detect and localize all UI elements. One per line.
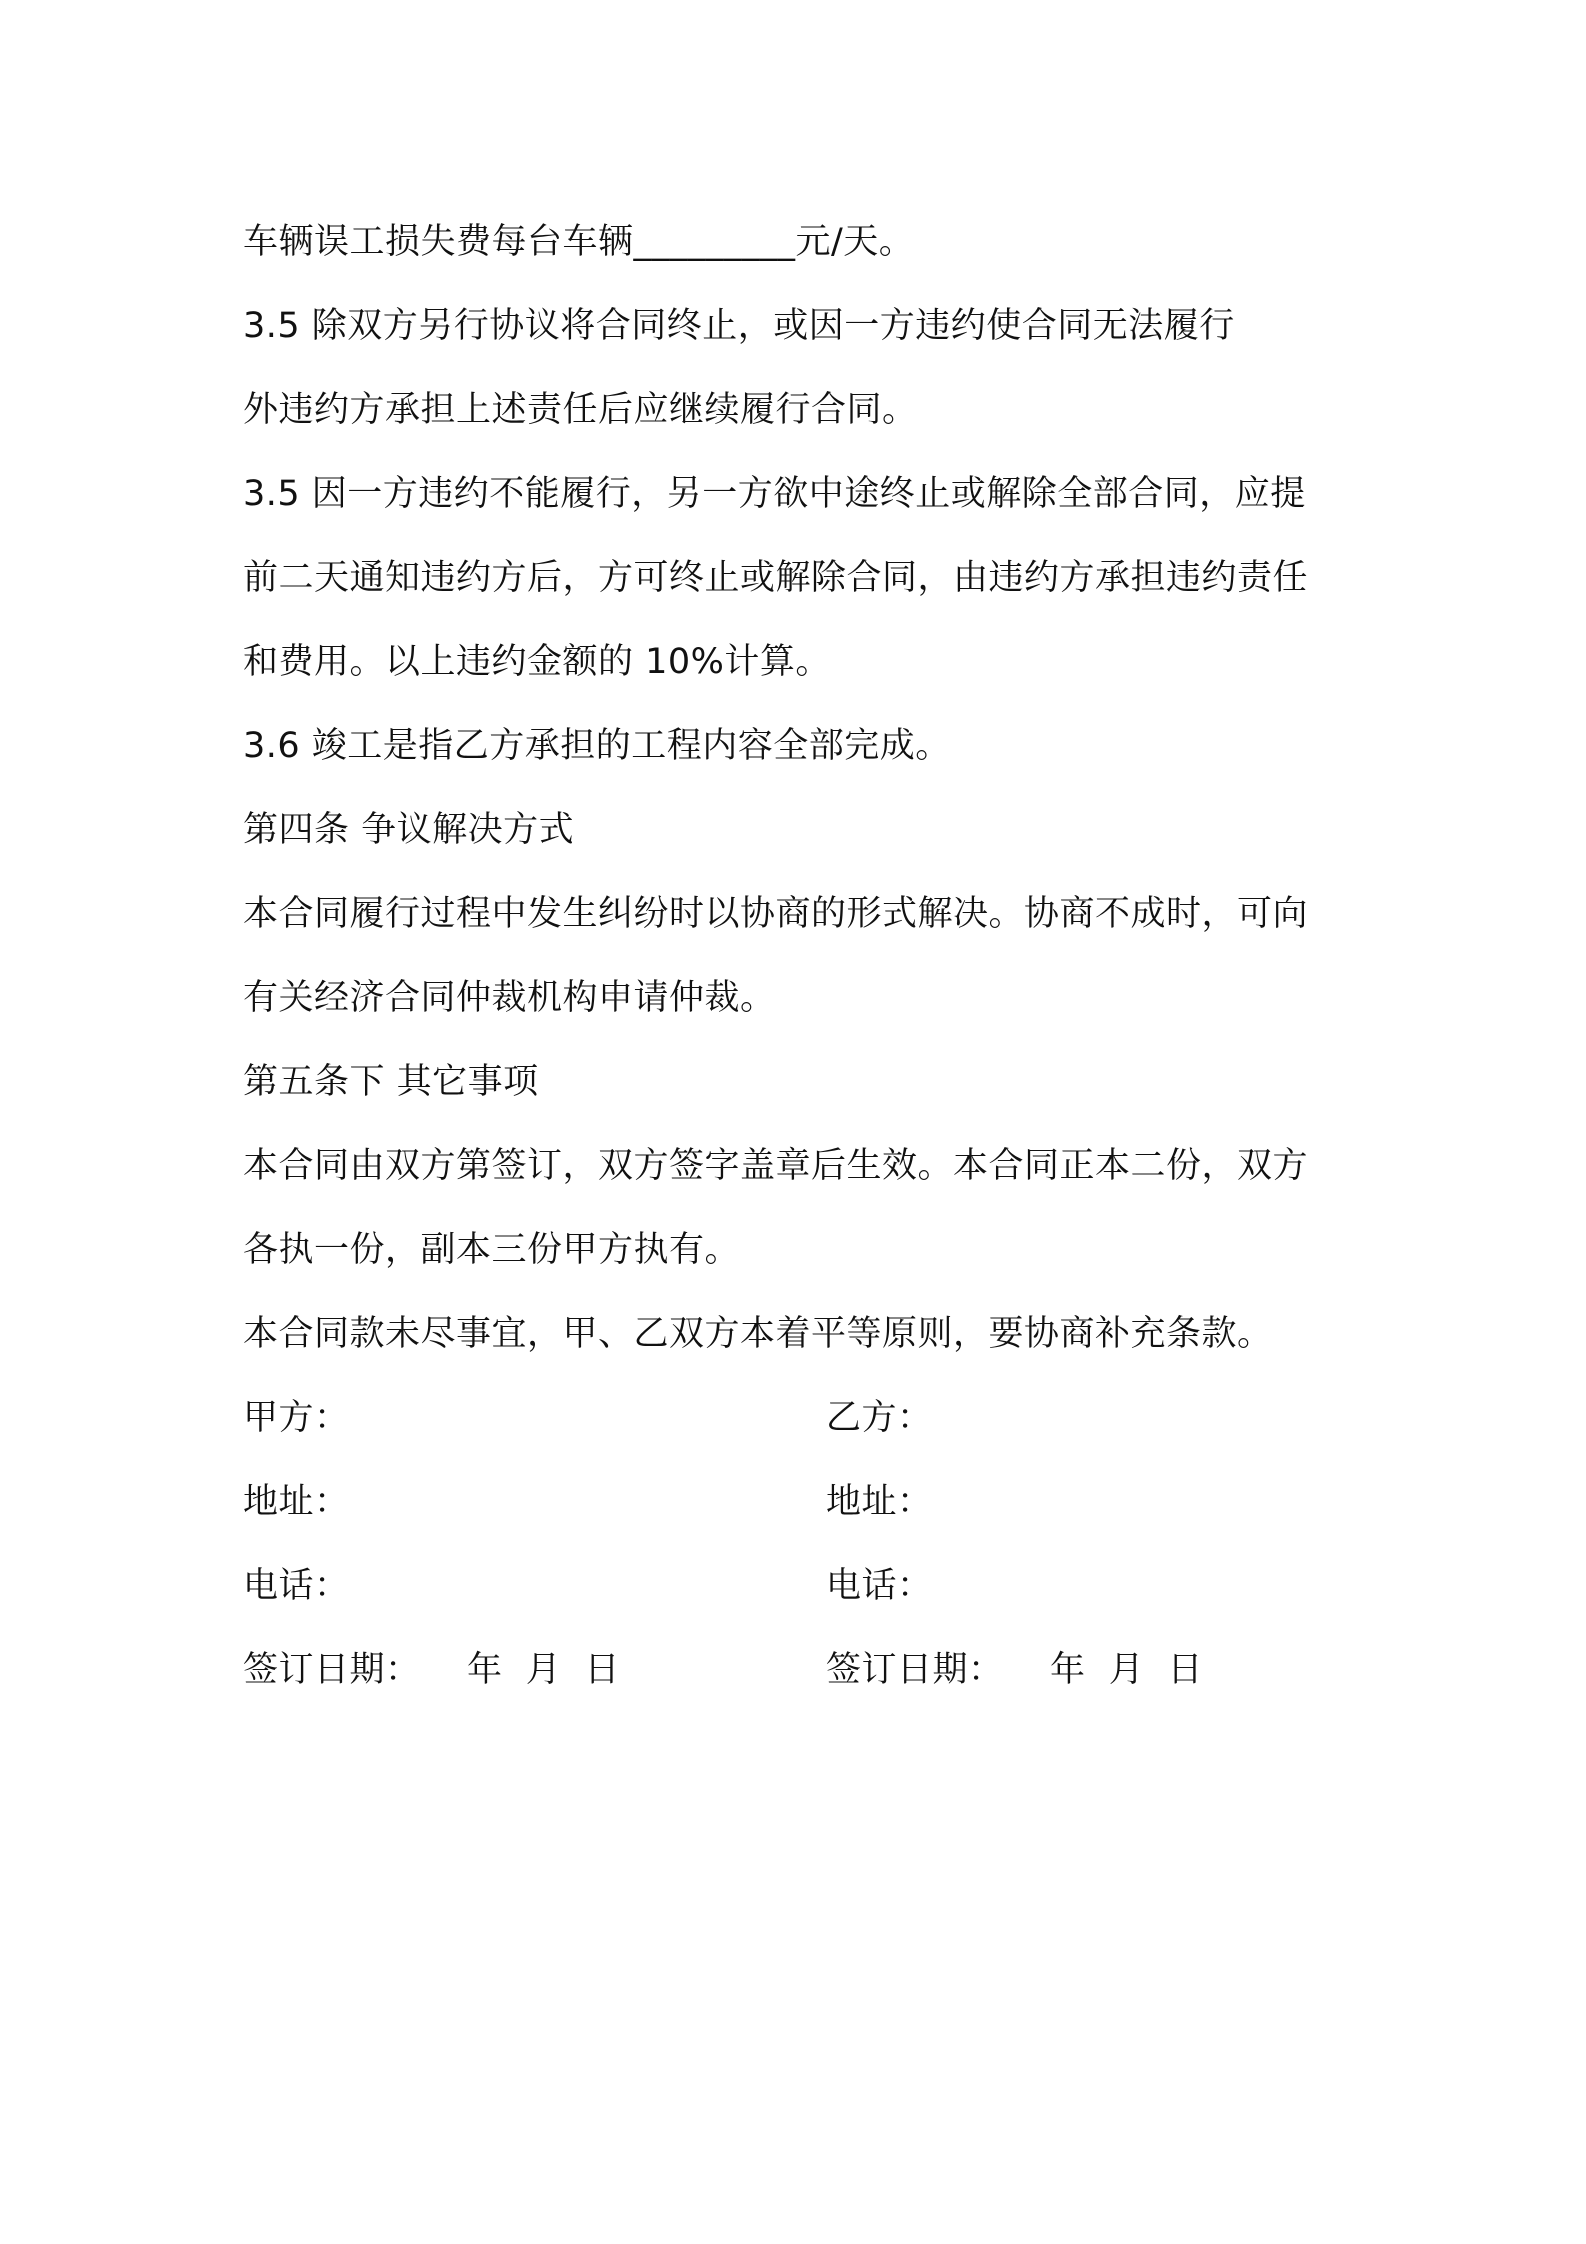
party-a-date-label: 签订日期： 年 月 日 (243, 1650, 621, 1690)
clause-line: 各执一份，副本三份甲方执有。 (243, 1230, 741, 1270)
clause-line: 本合同款未尽事宜，甲、乙双方本着平等原则，要协商补充条款。 (243, 1314, 1273, 1354)
document-body (243, 200, 1363, 1712)
party-a-phone-label: 电话： (243, 1566, 350, 1606)
signature-row-name (243, 1376, 1363, 1460)
party-b-phone-label: 电话： (826, 1566, 933, 1606)
clause-line: 外违约方承担上述责任后应继续履行合同。 (243, 390, 918, 430)
party-b-address-label: 地址： (826, 1482, 933, 1522)
section-heading: 第四条 争议解决方式 (243, 810, 575, 850)
signature-row-phone (243, 1544, 1363, 1628)
party-a-address-label: 地址： (243, 1482, 350, 1522)
clause-line: 3.5 因一方违约不能履行，另一方欲中途终止或解除全部合同，应提 (243, 474, 1306, 514)
party-a-name-label: 甲方： (243, 1398, 350, 1438)
clause-line: 3.5 除双方另行协议将合同终止，或因一方违约使合同无法履行 (243, 306, 1235, 346)
clause-line: 本合同由双方第签订，双方签字盖章后生效。本合同正本二份，双方 (243, 1146, 1309, 1186)
clause-line: 有关经济合同仲裁机构申请仲裁。 (243, 978, 776, 1018)
clause-line: 和费用。以上违约金额的 10%计算。 (243, 642, 831, 682)
party-b-name-label: 乙方： (826, 1398, 933, 1438)
clause-line: 前二天通知违约方后，方可终止或解除合同，由违约方承担违约责任 (243, 558, 1309, 598)
party-b-date-label: 签订日期： 年 月 日 (826, 1650, 1204, 1690)
clause-line: 车辆误工损失费每台车辆_________元/天。 (243, 222, 915, 262)
signature-row-date (243, 1628, 1363, 1712)
clause-line: 3.6 竣工是指乙方承担的工程内容全部完成。 (243, 726, 951, 766)
signature-row-address (243, 1460, 1363, 1544)
section-heading: 第五条下 其它事项 (243, 1062, 539, 1102)
clause-line: 本合同履行过程中发生纠纷时以协商的形式解决。协商不成时，可向 (243, 894, 1309, 934)
